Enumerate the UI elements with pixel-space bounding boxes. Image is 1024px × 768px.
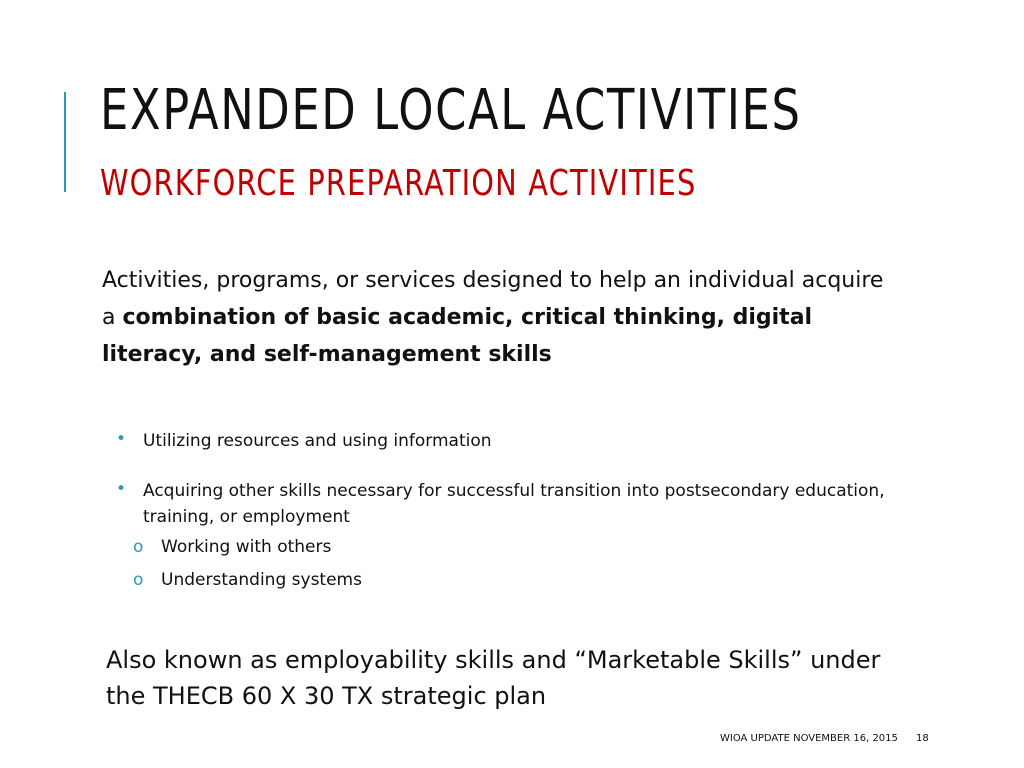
sub-bullet-item-understanding-systems (133, 567, 916, 593)
title-accent-bar (64, 92, 66, 192)
bullet-text: Utilizing resources and using information (143, 431, 492, 451)
intro-emphasis-text: combination of basic academic, critical thinking, digital literacy, and self-management skills (102, 305, 813, 367)
bullet-item-resources (116, 428, 916, 454)
sub-bullet-text: Working with others (161, 537, 332, 557)
slide-title: EXPANDED LOCAL ACTIVITIES (100, 78, 802, 143)
also-known-paragraph: Also known as employability skills and “Marketable Skills” under the THECB 60 X 30 TX strategic plan (106, 646, 881, 710)
bullet-text: Acquiring other skills necessary for successful transition into postsecondary education, training, or employment (143, 481, 885, 527)
page-number: 18 (916, 733, 929, 744)
bullet-item-transition-skills (116, 478, 916, 593)
intro-lead-text: Activities, programs, or services designed to help an individual acquire a (102, 268, 884, 330)
sub-bullet-item-working-with-others (133, 534, 916, 560)
bullet-dot-icon: • (116, 429, 127, 449)
circle-bullet-icon: o (133, 537, 144, 557)
bullet-list (116, 428, 916, 593)
sub-bullet-list (133, 534, 916, 593)
bullet-dot-icon: • (116, 479, 127, 499)
slide-subtitle: WORKFORCE PREPARATION ACTIVITIES (100, 163, 697, 204)
circle-bullet-icon: o (133, 570, 144, 590)
footer-text: WIOA UPDATE NOVEMBER 16, 2015 (720, 733, 898, 744)
intro-paragraph (102, 262, 902, 373)
sub-bullet-text: Understanding systems (161, 570, 362, 590)
